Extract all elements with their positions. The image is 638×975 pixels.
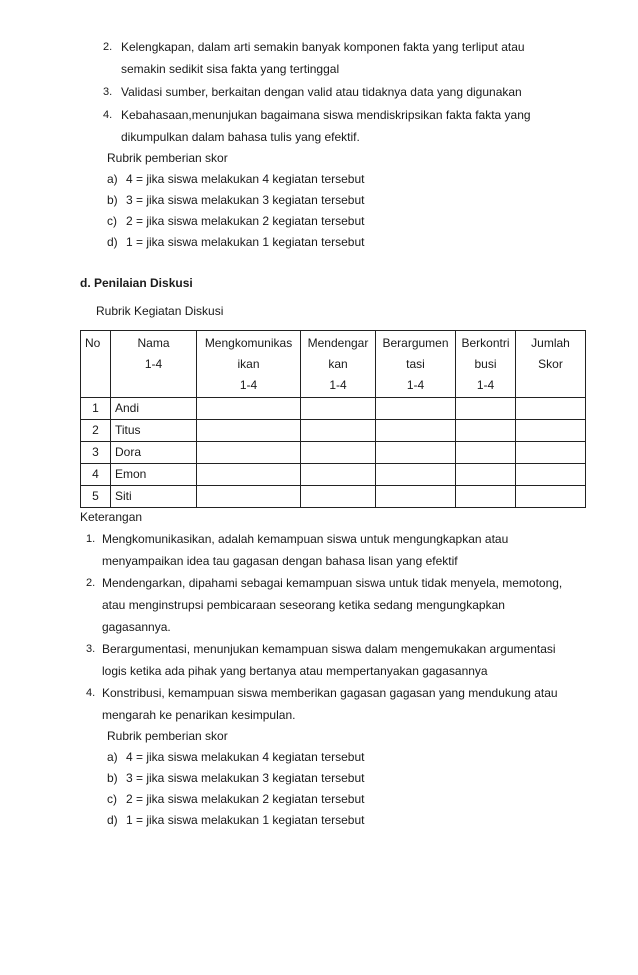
cell-empty [197, 420, 301, 442]
list-item-text: atau menginstrupsi pembicaraan seseorang ketika sedang mengungkapkan [102, 598, 505, 612]
cell-empty [516, 442, 586, 464]
header-line: Berkontri [461, 336, 510, 350]
section-heading: d. Penilaian Diskusi [80, 276, 193, 290]
rubrik-letter: b) [107, 193, 118, 207]
header-line: kan [328, 357, 348, 371]
cell-empty [376, 420, 456, 442]
header-line: 1-4 [144, 357, 163, 371]
header-mengkomunikasikan [197, 331, 301, 398]
cell-empty [376, 398, 456, 420]
cell-empty [301, 420, 376, 442]
list-number: 1. [86, 533, 96, 545]
header-berargumentasi [376, 331, 456, 398]
cell-nama: Andi [111, 398, 197, 420]
header-nama [111, 331, 197, 398]
cell-no: 1 [81, 398, 111, 420]
list-item-text: Mengkomunikasikan, adalah kemampuan siswa untuk mengungkapkan atau [102, 532, 509, 546]
cell-empty [456, 398, 516, 420]
cell-empty [376, 442, 456, 464]
list-number: 2. [103, 41, 113, 53]
list-number: 3. [86, 643, 96, 655]
list-number: 2. [86, 577, 96, 589]
list-item-text: Berargumentasi, menunjukan kemampuan siswa dalam mengemukakan argumentasi [102, 642, 556, 656]
header-no [81, 331, 111, 398]
header-line: 1-4 [476, 378, 495, 392]
table-row [81, 442, 586, 464]
cell-empty [301, 442, 376, 464]
list-item-text: mengarah ke penarikan kesimpulan. [102, 708, 296, 722]
header-line: Mengkomunikas [204, 336, 293, 350]
rubrik-item: 2 = jika siswa melakukan 2 kegiatan tersebut [126, 214, 365, 228]
rubrik-item: 1 = jika siswa melakukan 1 kegiatan tersebut [126, 235, 365, 249]
list-number: 3. [103, 86, 113, 98]
header-line: ikan [237, 357, 260, 371]
cell-empty [456, 464, 516, 486]
rubrik-title: Rubrik pemberian skor [107, 151, 228, 165]
table-row [81, 398, 586, 420]
cell-nama: Emon [111, 464, 197, 486]
cell-empty [516, 398, 586, 420]
table-row [81, 486, 586, 508]
cell-no: 5 [81, 486, 111, 508]
rubrik-letter: c) [107, 214, 117, 228]
list-item-text: dikumpulkan dalam bahasa tulis yang efektif. [121, 130, 360, 144]
list-item-text: Kebahasaan,menunjukan bagaimana siswa mendiskripsikan fakta fakta yang [121, 108, 531, 122]
cell-empty [516, 464, 586, 486]
rubrik-title: Rubrik pemberian skor [107, 729, 228, 743]
header-line: Nama [137, 336, 170, 350]
list-item-text: Validasi sumber, berkaitan dengan valid atau tidaknya data yang digunakan [121, 85, 522, 99]
cell-empty [456, 486, 516, 508]
rubrik-letter: d) [107, 813, 118, 827]
rubrik-item: 3 = jika siswa melakukan 3 kegiatan tersebut [126, 771, 365, 785]
list-number: 4. [86, 687, 96, 699]
rubrik-item: 4 = jika siswa melakukan 4 kegiatan tersebut [126, 750, 365, 764]
header-line: busi [474, 357, 497, 371]
cell-nama: Dora [111, 442, 197, 464]
header-line: 1-4 [329, 378, 347, 392]
rubrik-item: 2 = jika siswa melakukan 2 kegiatan tersebut [126, 792, 365, 806]
cell-nama: Titus [111, 420, 197, 442]
list-item-text: semakin sedikit sisa fakta yang tertinggal [121, 62, 340, 76]
table-row [81, 464, 586, 486]
cell-empty [516, 486, 586, 508]
rubrik-item: 3 = jika siswa melakukan 3 kegiatan tersebut [126, 193, 365, 207]
header-line: tasi [406, 357, 425, 371]
cell-empty [516, 420, 586, 442]
rubrik-letter: a) [107, 172, 118, 186]
header-line: Jumlah [531, 336, 570, 350]
cell-empty [197, 464, 301, 486]
table-row [81, 420, 586, 442]
cell-empty [376, 464, 456, 486]
header-line: Mendengar [307, 336, 369, 350]
header-line: Berargumen [382, 336, 449, 350]
list-item-text: menyampaikan idea tau gagasan dengan bahasa lisan yang efektif [102, 554, 458, 568]
cell-empty [301, 486, 376, 508]
list-item-text: gagasannya. [102, 620, 171, 634]
header-mendengarkan [301, 331, 376, 398]
header-line: 1-4 [239, 378, 258, 392]
rubrik-item: 4 = jika siswa melakukan 4 kegiatan tersebut [126, 172, 365, 186]
header-jumlah-skor [516, 331, 586, 398]
list-item-text: Kelengkapan, dalam arti semakin banyak komponen fakta yang terliput atau [121, 40, 525, 54]
table-header-row [81, 331, 586, 398]
rubrik-item: 1 = jika siswa melakukan 1 kegiatan tersebut [126, 813, 365, 827]
rubrik-letter: d) [107, 235, 118, 249]
table-caption: Rubrik Kegiatan Diskusi [96, 304, 224, 318]
cell-empty [376, 486, 456, 508]
cell-empty [301, 398, 376, 420]
header-berkontribusi [456, 331, 516, 398]
cell-empty [197, 442, 301, 464]
cell-empty [301, 464, 376, 486]
cell-empty [456, 420, 516, 442]
list-item-text: Konstribusi, kemampuan siswa memberikan gagasan gagasan yang mendukung atau [102, 686, 558, 700]
keterangan-title: Keterangan [80, 510, 143, 524]
cell-empty [197, 398, 301, 420]
rubrik-letter: c) [107, 792, 117, 806]
cell-no: 3 [81, 442, 111, 464]
header-line: 1-4 [406, 378, 425, 392]
rubrik-letter: a) [107, 750, 118, 764]
list-number: 4. [103, 109, 113, 121]
cell-no: 2 [81, 420, 111, 442]
list-item-text: Mendengarkan, dipahami sebagai kemampuan siswa untuk tidak menyela, memotong, [102, 576, 563, 590]
cell-empty [456, 442, 516, 464]
cell-empty [197, 486, 301, 508]
discussion-rubric-table [80, 330, 586, 508]
list-item-text: logis ketika ada pihak yang bertanya atau mempertanyakan gagasannya [102, 664, 488, 678]
header-line: Skor [538, 357, 563, 371]
cell-no: 4 [81, 464, 111, 486]
cell-nama: Siti [111, 486, 197, 508]
header-line: No [85, 336, 101, 350]
rubrik-letter: b) [107, 771, 118, 785]
